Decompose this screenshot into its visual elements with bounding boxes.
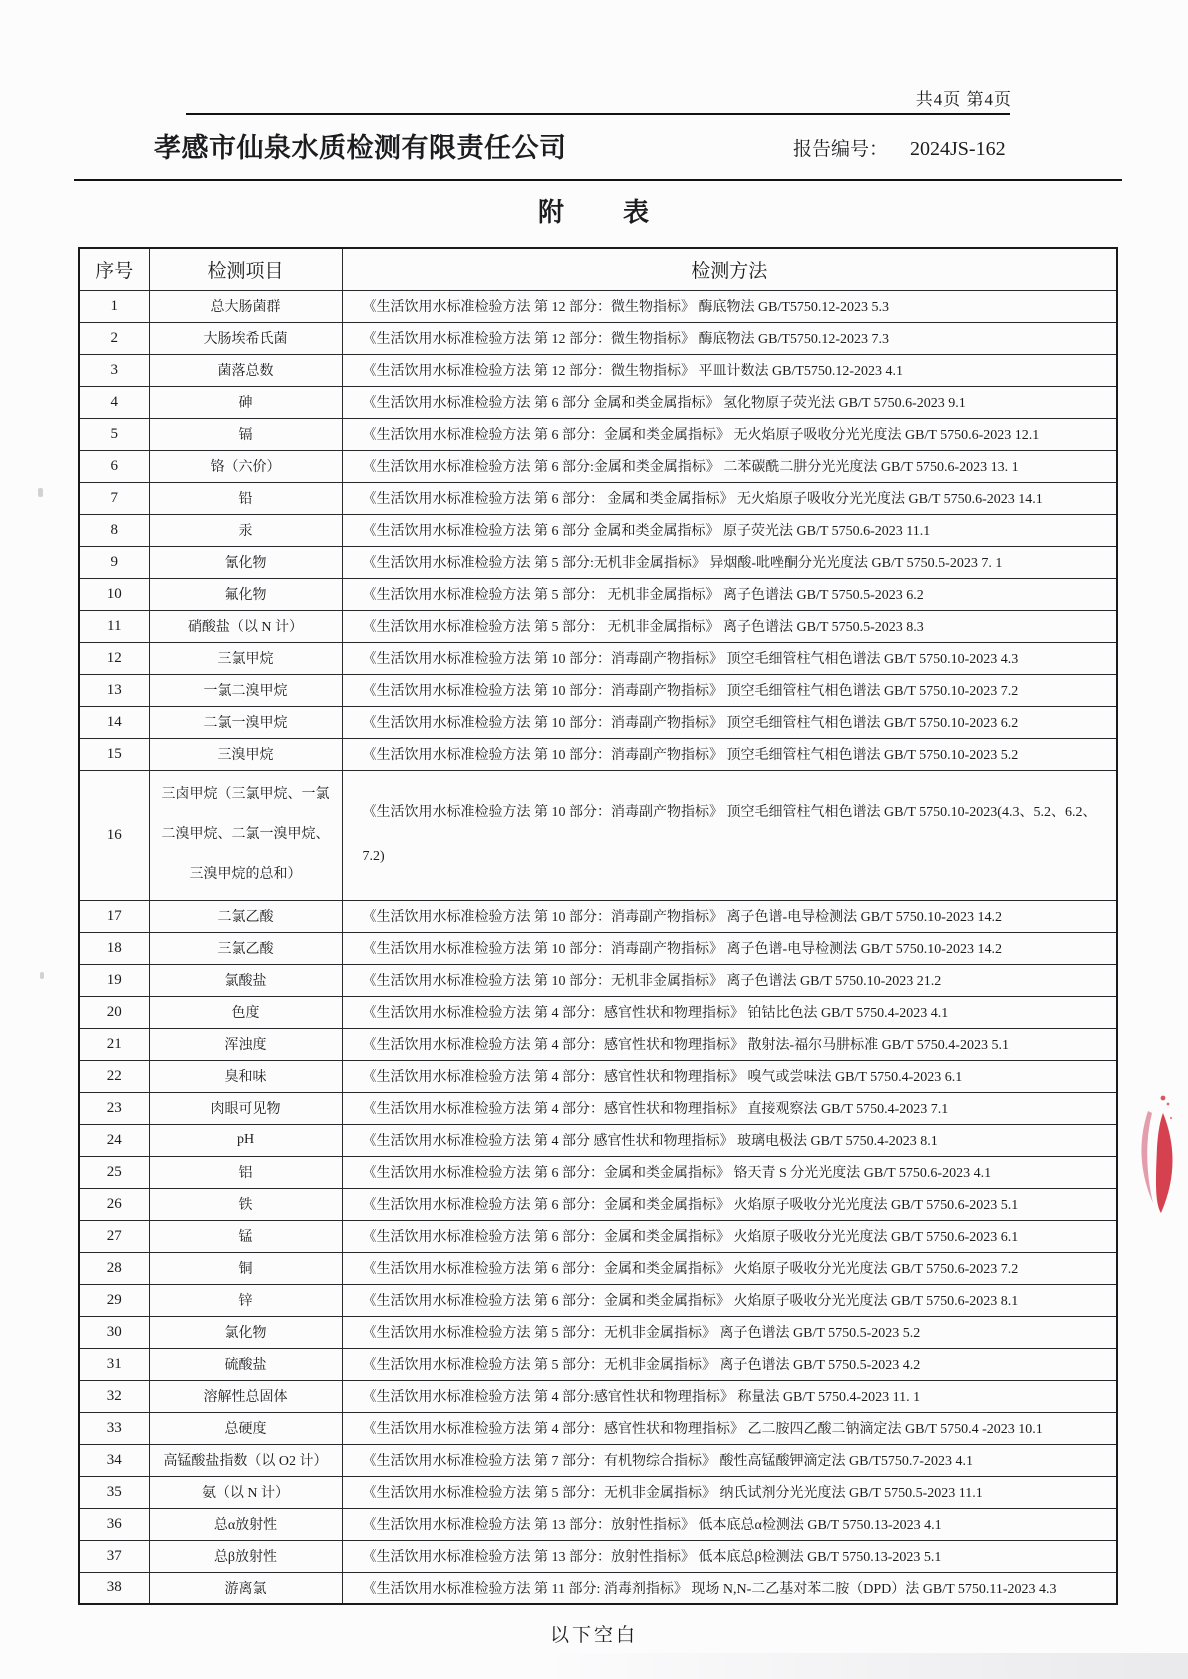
header-rule-bottom: [74, 179, 1122, 181]
table-body: [79, 290, 1117, 1604]
test-method-cell: 《生活饮用水标准检验方法 第 6 部分 金属和类金属指标》 原子荧光法 GB/T 5750.6-2023 11.1: [342, 514, 1117, 546]
test-item-cell: 肉眼可见物: [149, 1092, 342, 1124]
test-item-cell: 锰: [149, 1220, 342, 1252]
title-char-left: 附: [537, 198, 565, 227]
col-header-method: 检测方法: [342, 248, 1117, 290]
table-row: [79, 610, 1117, 642]
row-number-cell: 29: [79, 1284, 149, 1316]
row-number-cell: 8: [79, 514, 149, 546]
table-row: [79, 1092, 1117, 1124]
test-item-cell: 铝: [149, 1156, 342, 1188]
test-item-cell: 硝酸盐（以 N 计）: [149, 610, 342, 642]
row-number-cell: 22: [79, 1060, 149, 1092]
table-row: [79, 642, 1117, 674]
red-ink-stroke-light: [1141, 1111, 1153, 1203]
test-method-cell: 《生活饮用水标准检验方法 第 6 部分:金属和类金属指标》 二苯碳酰二肼分光光度法 GB/T 5750.6-2023 13. 1: [342, 450, 1117, 482]
test-method-cell: 《生活饮用水标准检验方法 第 10 部分：消毒副产物指标》 顶空毛细管柱气相色谱法 GB/T 5750.10-2023 4.3: [342, 642, 1117, 674]
test-item-cell: 大肠埃希氏菌: [149, 322, 342, 354]
row-number-cell: 37: [79, 1540, 149, 1572]
test-item-cell: 总大肠菌群: [149, 290, 342, 322]
row-number-cell: 19: [79, 964, 149, 996]
table-row: [79, 996, 1117, 1028]
table-row: [79, 1380, 1117, 1412]
company-name: 孝感市仙泉水质检测有限责任公司: [154, 133, 567, 163]
table-row: [79, 546, 1117, 578]
test-method-cell: 《生活饮用水标准检验方法 第 10 部分：消毒副产物指标》 顶空毛细管柱气相色谱法 GB/T 5750.10-2023 5.2: [342, 738, 1117, 770]
test-item-cell: 浑浊度: [149, 1028, 342, 1060]
row-number-cell: 25: [79, 1156, 149, 1188]
test-item-cell: 溶解性总固体: [149, 1380, 342, 1412]
row-number-cell: 3: [79, 354, 149, 386]
table-row: [79, 1220, 1117, 1252]
row-number-cell: 26: [79, 1188, 149, 1220]
test-item-cell: 氟化物: [149, 578, 342, 610]
row-number-cell: 15: [79, 738, 149, 770]
test-item-cell: 总β放射性: [149, 1540, 342, 1572]
test-method-cell: 《生活饮用水标准检验方法 第 13 部分：放射性指标》 低本底总α检测法 GB/T 5750.13-2023 4.1: [342, 1508, 1117, 1540]
row-number-cell: 33: [79, 1412, 149, 1444]
row-number-cell: 12: [79, 642, 149, 674]
test-method-cell: 《生活饮用水标准检验方法 第 6 部分：金属和类金属指标》 火焰原子吸收分光光度法 GB/T 5750.6-2023 5.1: [342, 1188, 1117, 1220]
test-item-cell: 游离氯: [149, 1572, 342, 1604]
row-number-cell: 1: [79, 290, 149, 322]
test-item-cell: 三氯乙酸: [149, 932, 342, 964]
test-item-cell: 三卤甲烷（三氯甲烷、一氯二溴甲烷、二氯一溴甲烷、三溴甲烷的总和）: [149, 770, 342, 900]
test-method-cell: 《生活饮用水标准检验方法 第 10 部分：消毒副产物指标》 顶空毛细管柱气相色谱法 GB/T 5750.10-2023 7.2: [342, 674, 1117, 706]
table-row: [79, 674, 1117, 706]
test-item-cell: 氯酸盐: [149, 964, 342, 996]
table-row: [79, 450, 1117, 482]
test-method-cell: 《生活饮用水标准检验方法 第 4 部分 感官性状和物理指标》 玻璃电极法 GB/T 5750.4-2023 8.1: [342, 1124, 1117, 1156]
test-item-cell: 氰化物: [149, 546, 342, 578]
table-row: [79, 354, 1117, 386]
test-item-cell: 总硬度: [149, 1412, 342, 1444]
red-ink-stroke-dark: [1156, 1113, 1173, 1213]
red-ink-dot: [1161, 1096, 1166, 1101]
table-row: [79, 578, 1117, 610]
table-row: [79, 770, 1117, 900]
test-method-cell: 《生活饮用水标准检验方法 第 5 部分：无机非金属指标》 离子色谱法 GB/T 5750.5-2023 5.2: [342, 1316, 1117, 1348]
test-item-cell: 一氯二溴甲烷: [149, 674, 342, 706]
test-item-cell: 高锰酸盐指数（以 O2 计）: [149, 1444, 342, 1476]
test-method-cell: 《生活饮用水标准检验方法 第 5 部分:无机非金属指标》 异烟酸-吡唑酮分光光度法 GB/T 5750.5-2023 7. 1: [342, 546, 1117, 578]
table-row: [79, 1508, 1117, 1540]
test-item-cell: 色度: [149, 996, 342, 1028]
test-item-cell: 菌落总数: [149, 354, 342, 386]
row-number-cell: 13: [79, 674, 149, 706]
table-row: [79, 482, 1117, 514]
row-number-cell: 16: [79, 770, 149, 900]
row-number-cell: 38: [79, 1572, 149, 1604]
test-method-cell: 《生活饮用水标准检验方法 第 6 部分 金属和类金属指标》 氢化物原子荧光法 GB/T 5750.6-2023 9.1: [342, 386, 1117, 418]
test-method-cell: 《生活饮用水标准检验方法 第 6 部分：金属和类金属指标》 无火焰原子吸收分光光度法 GB/T 5750.6-2023 12.1: [342, 418, 1117, 450]
scan-speck: [38, 488, 43, 497]
report-number-label: 报告编号：: [793, 139, 889, 160]
table-row: [79, 1572, 1117, 1604]
test-item-cell: 氯化物: [149, 1316, 342, 1348]
test-method-cell: 《生活饮用水标准检验方法 第 5 部分： 无机非金属指标》 离子色谱法 GB/T 5750.5-2023 8.3: [342, 610, 1117, 642]
table-header-row: [79, 248, 1117, 290]
title-char-right: 表: [623, 198, 651, 227]
test-method-cell: 《生活饮用水标准检验方法 第 12 部分：微生物指标》 平皿计数法 GB/T5750.12-2023 4.1: [342, 354, 1117, 386]
table-row: [79, 964, 1117, 996]
test-item-cell: 三溴甲烷: [149, 738, 342, 770]
row-number-cell: 9: [79, 546, 149, 578]
row-number-cell: 17: [79, 900, 149, 932]
row-number-cell: 20: [79, 996, 149, 1028]
report-number-value: 2024JS-162: [910, 138, 1006, 160]
test-item-cell: 总α放射性: [149, 1508, 342, 1540]
header-rule-top: [186, 113, 1010, 115]
table-row: [79, 900, 1117, 932]
test-item-cell: 铬（六价）: [149, 450, 342, 482]
test-method-cell: 《生活饮用水标准检验方法 第 4 部分:感官性状和物理指标》 称量法 GB/T 5750.4-2023 11. 1: [342, 1380, 1117, 1412]
table-row: [79, 418, 1117, 450]
test-method-cell: 《生活饮用水标准检验方法 第 10 部分：消毒副产物指标》 离子色谱-电导检测法 GB/T 5750.10-2023 14.2: [342, 900, 1117, 932]
table-row: [79, 514, 1117, 546]
row-number-cell: 35: [79, 1476, 149, 1508]
scan-speck: [40, 972, 44, 979]
test-method-cell: 《生活饮用水标准检验方法 第 13 部分：放射性指标》 低本底总β检测法 GB/T 5750.13-2023 5.1: [342, 1540, 1117, 1572]
test-item-cell: 锌: [149, 1284, 342, 1316]
red-ink-marks: [1130, 1083, 1188, 1228]
test-item-cell: 臭和味: [149, 1060, 342, 1092]
test-item-cell: 三氯甲烷: [149, 642, 342, 674]
test-item-cell: 二氯乙酸: [149, 900, 342, 932]
table-row: [79, 738, 1117, 770]
test-item-cell: 铅: [149, 482, 342, 514]
row-number-cell: 2: [79, 322, 149, 354]
test-item-cell: 砷: [149, 386, 342, 418]
test-method-cell: 《生活饮用水标准检验方法 第 6 部分： 金属和类金属指标》 无火焰原子吸收分光光度法 GB/T 5750.6-2023 14.1: [342, 482, 1117, 514]
row-number-cell: 5: [79, 418, 149, 450]
test-item-cell: 氨（以 N 计）: [149, 1476, 342, 1508]
table-row: [79, 932, 1117, 964]
test-method-cell: 《生活饮用水标准检验方法 第 6 部分：金属和类金属指标》 火焰原子吸收分光光度法 GB/T 5750.6-2023 6.1: [342, 1220, 1117, 1252]
row-number-cell: 36: [79, 1508, 149, 1540]
table-row: [79, 1156, 1117, 1188]
table-row: [79, 1252, 1117, 1284]
test-method-cell: 《生活饮用水标准检验方法 第 6 部分：金属和类金属指标》 铬天青 S 分光光度法 GB/T 5750.6-2023 4.1: [342, 1156, 1117, 1188]
test-method-cell: 《生活饮用水标准检验方法 第 4 部分：感官性状和物理指标》 直接观察法 GB/T 5750.4-2023 7.1: [342, 1092, 1117, 1124]
test-method-cell: 《生活饮用水标准检验方法 第 4 部分：感官性状和物理指标》 嗅气或尝味法 GB/T 5750.4-2023 6.1: [342, 1060, 1117, 1092]
test-item-cell: 汞: [149, 514, 342, 546]
test-method-cell: 《生活饮用水标准检验方法 第 6 部分：金属和类金属指标》 火焰原子吸收分光光度法 GB/T 5750.6-2023 8.1: [342, 1284, 1117, 1316]
table-row: [79, 1348, 1117, 1380]
test-item-cell: 镉: [149, 418, 342, 450]
row-number-cell: 23: [79, 1092, 149, 1124]
row-number-cell: 14: [79, 706, 149, 738]
row-number-cell: 21: [79, 1028, 149, 1060]
test-method-cell: 《生活饮用水标准检验方法 第 12 部分：微生物指标》 酶底物法 GB/T5750.12-2023 7.3: [342, 322, 1117, 354]
table-row: [79, 1188, 1117, 1220]
test-method-cell: 《生活饮用水标准检验方法 第 4 部分：感官性状和物理指标》 散射法-福尔马肼标准 GB/T 5750.4-2023 5.1: [342, 1028, 1117, 1060]
methods-table: [78, 247, 1118, 1605]
table-row: [79, 322, 1117, 354]
test-method-cell: 《生活饮用水标准检验方法 第 5 部分： 无机非金属指标》 离子色谱法 GB/T 5750.5-2023 6.2: [342, 578, 1117, 610]
test-method-cell: 《生活饮用水标准检验方法 第 12 部分：微生物指标》 酶底物法 GB/T5750.12-2023 5.3: [342, 290, 1117, 322]
table-row: [79, 1316, 1117, 1348]
page-indicator: 共4页 第4页: [915, 90, 1012, 109]
red-ink-dot: [1170, 1117, 1172, 1119]
col-header-no: 序号: [79, 248, 149, 290]
footer-blank-note: 以下空白: [549, 1625, 638, 1646]
test-item-cell: pH: [149, 1124, 342, 1156]
test-item-cell: 铁: [149, 1188, 342, 1220]
row-number-cell: 28: [79, 1252, 149, 1284]
test-method-cell: 《生活饮用水标准检验方法 第 4 部分：感官性状和物理指标》 铂钴比色法 GB/T 5750.4-2023 4.1: [342, 996, 1117, 1028]
row-number-cell: 31: [79, 1348, 149, 1380]
test-method-cell: 《生活饮用水标准检验方法 第 10 部分：无机非金属指标》 离子色谱法 GB/T 5750.10-2023 21.2: [342, 964, 1117, 996]
test-method-cell: 《生活饮用水标准检验方法 第 6 部分：金属和类金属指标》 火焰原子吸收分光光度法 GB/T 5750.6-2023 7.2: [342, 1252, 1117, 1284]
col-header-item: 检测项目: [149, 248, 342, 290]
appendix-title: [0, 192, 1188, 229]
table-row: [79, 1028, 1117, 1060]
row-number-cell: 32: [79, 1380, 149, 1412]
test-item-cell: 硫酸盐: [149, 1348, 342, 1380]
test-method-cell: 《生活饮用水标准检验方法 第 5 部分：无机非金属指标》 纳氏试剂分光光度法 GB/T 5750.5-2023 11.1: [342, 1476, 1117, 1508]
row-number-cell: 18: [79, 932, 149, 964]
table-row: [79, 1284, 1117, 1316]
table-row: [79, 1124, 1117, 1156]
row-number-cell: 24: [79, 1124, 149, 1156]
row-number-cell: 7: [79, 482, 149, 514]
table-row: [79, 706, 1117, 738]
table-row: [79, 386, 1117, 418]
row-number-cell: 4: [79, 386, 149, 418]
test-method-cell: 《生活饮用水标准检验方法 第 7 部分：有机物综合指标》 酸性高锰酸钾滴定法 GB/T5750.7-2023 4.1: [342, 1444, 1117, 1476]
test-method-cell: 《生活饮用水标准检验方法 第 4 部分：感官性状和物理指标》 乙二胺四乙酸二钠滴定法 GB/T 5750.4 -2023 10.1: [342, 1412, 1117, 1444]
red-ink-dot: [1167, 1103, 1170, 1106]
row-number-cell: 10: [79, 578, 149, 610]
test-method-cell: 《生活饮用水标准检验方法 第 10 部分：消毒副产物指标》 顶空毛细管柱气相色谱法 GB/T 5750.10-2023(4.3、5.2、6.2、7.2): [342, 770, 1117, 900]
table-row: [79, 1540, 1117, 1572]
table-row: [79, 1412, 1117, 1444]
row-number-cell: 30: [79, 1316, 149, 1348]
test-item-cell: 二氯一溴甲烷: [149, 706, 342, 738]
report-number-line: [793, 134, 1006, 161]
test-method-cell: 《生活饮用水标准检验方法 第 10 部分：消毒副产物指标》 顶空毛细管柱气相色谱法 GB/T 5750.10-2023 6.2: [342, 706, 1117, 738]
scan-shadow: [0, 1653, 1188, 1679]
row-number-cell: 34: [79, 1444, 149, 1476]
test-method-cell: 《生活饮用水标准检验方法 第 11 部分: 消毒剂指标》 现场 N,N-二乙基对苯二胺（DPD）法 GB/T 5750.11-2023 4.3: [342, 1572, 1117, 1604]
test-method-cell: 《生活饮用水标准检验方法 第 5 部分：无机非金属指标》 离子色谱法 GB/T 5750.5-2023 4.2: [342, 1348, 1117, 1380]
table-row: [79, 1476, 1117, 1508]
test-item-cell: 铜: [149, 1252, 342, 1284]
row-number-cell: 11: [79, 610, 149, 642]
row-number-cell: 6: [79, 450, 149, 482]
row-number-cell: 27: [79, 1220, 149, 1252]
table-row: [79, 1060, 1117, 1092]
test-method-cell: 《生活饮用水标准检验方法 第 10 部分：消毒副产物指标》 离子色谱-电导检测法 GB/T 5750.10-2023 14.2: [342, 932, 1117, 964]
table-row: [79, 1444, 1117, 1476]
table-row: [79, 290, 1117, 322]
